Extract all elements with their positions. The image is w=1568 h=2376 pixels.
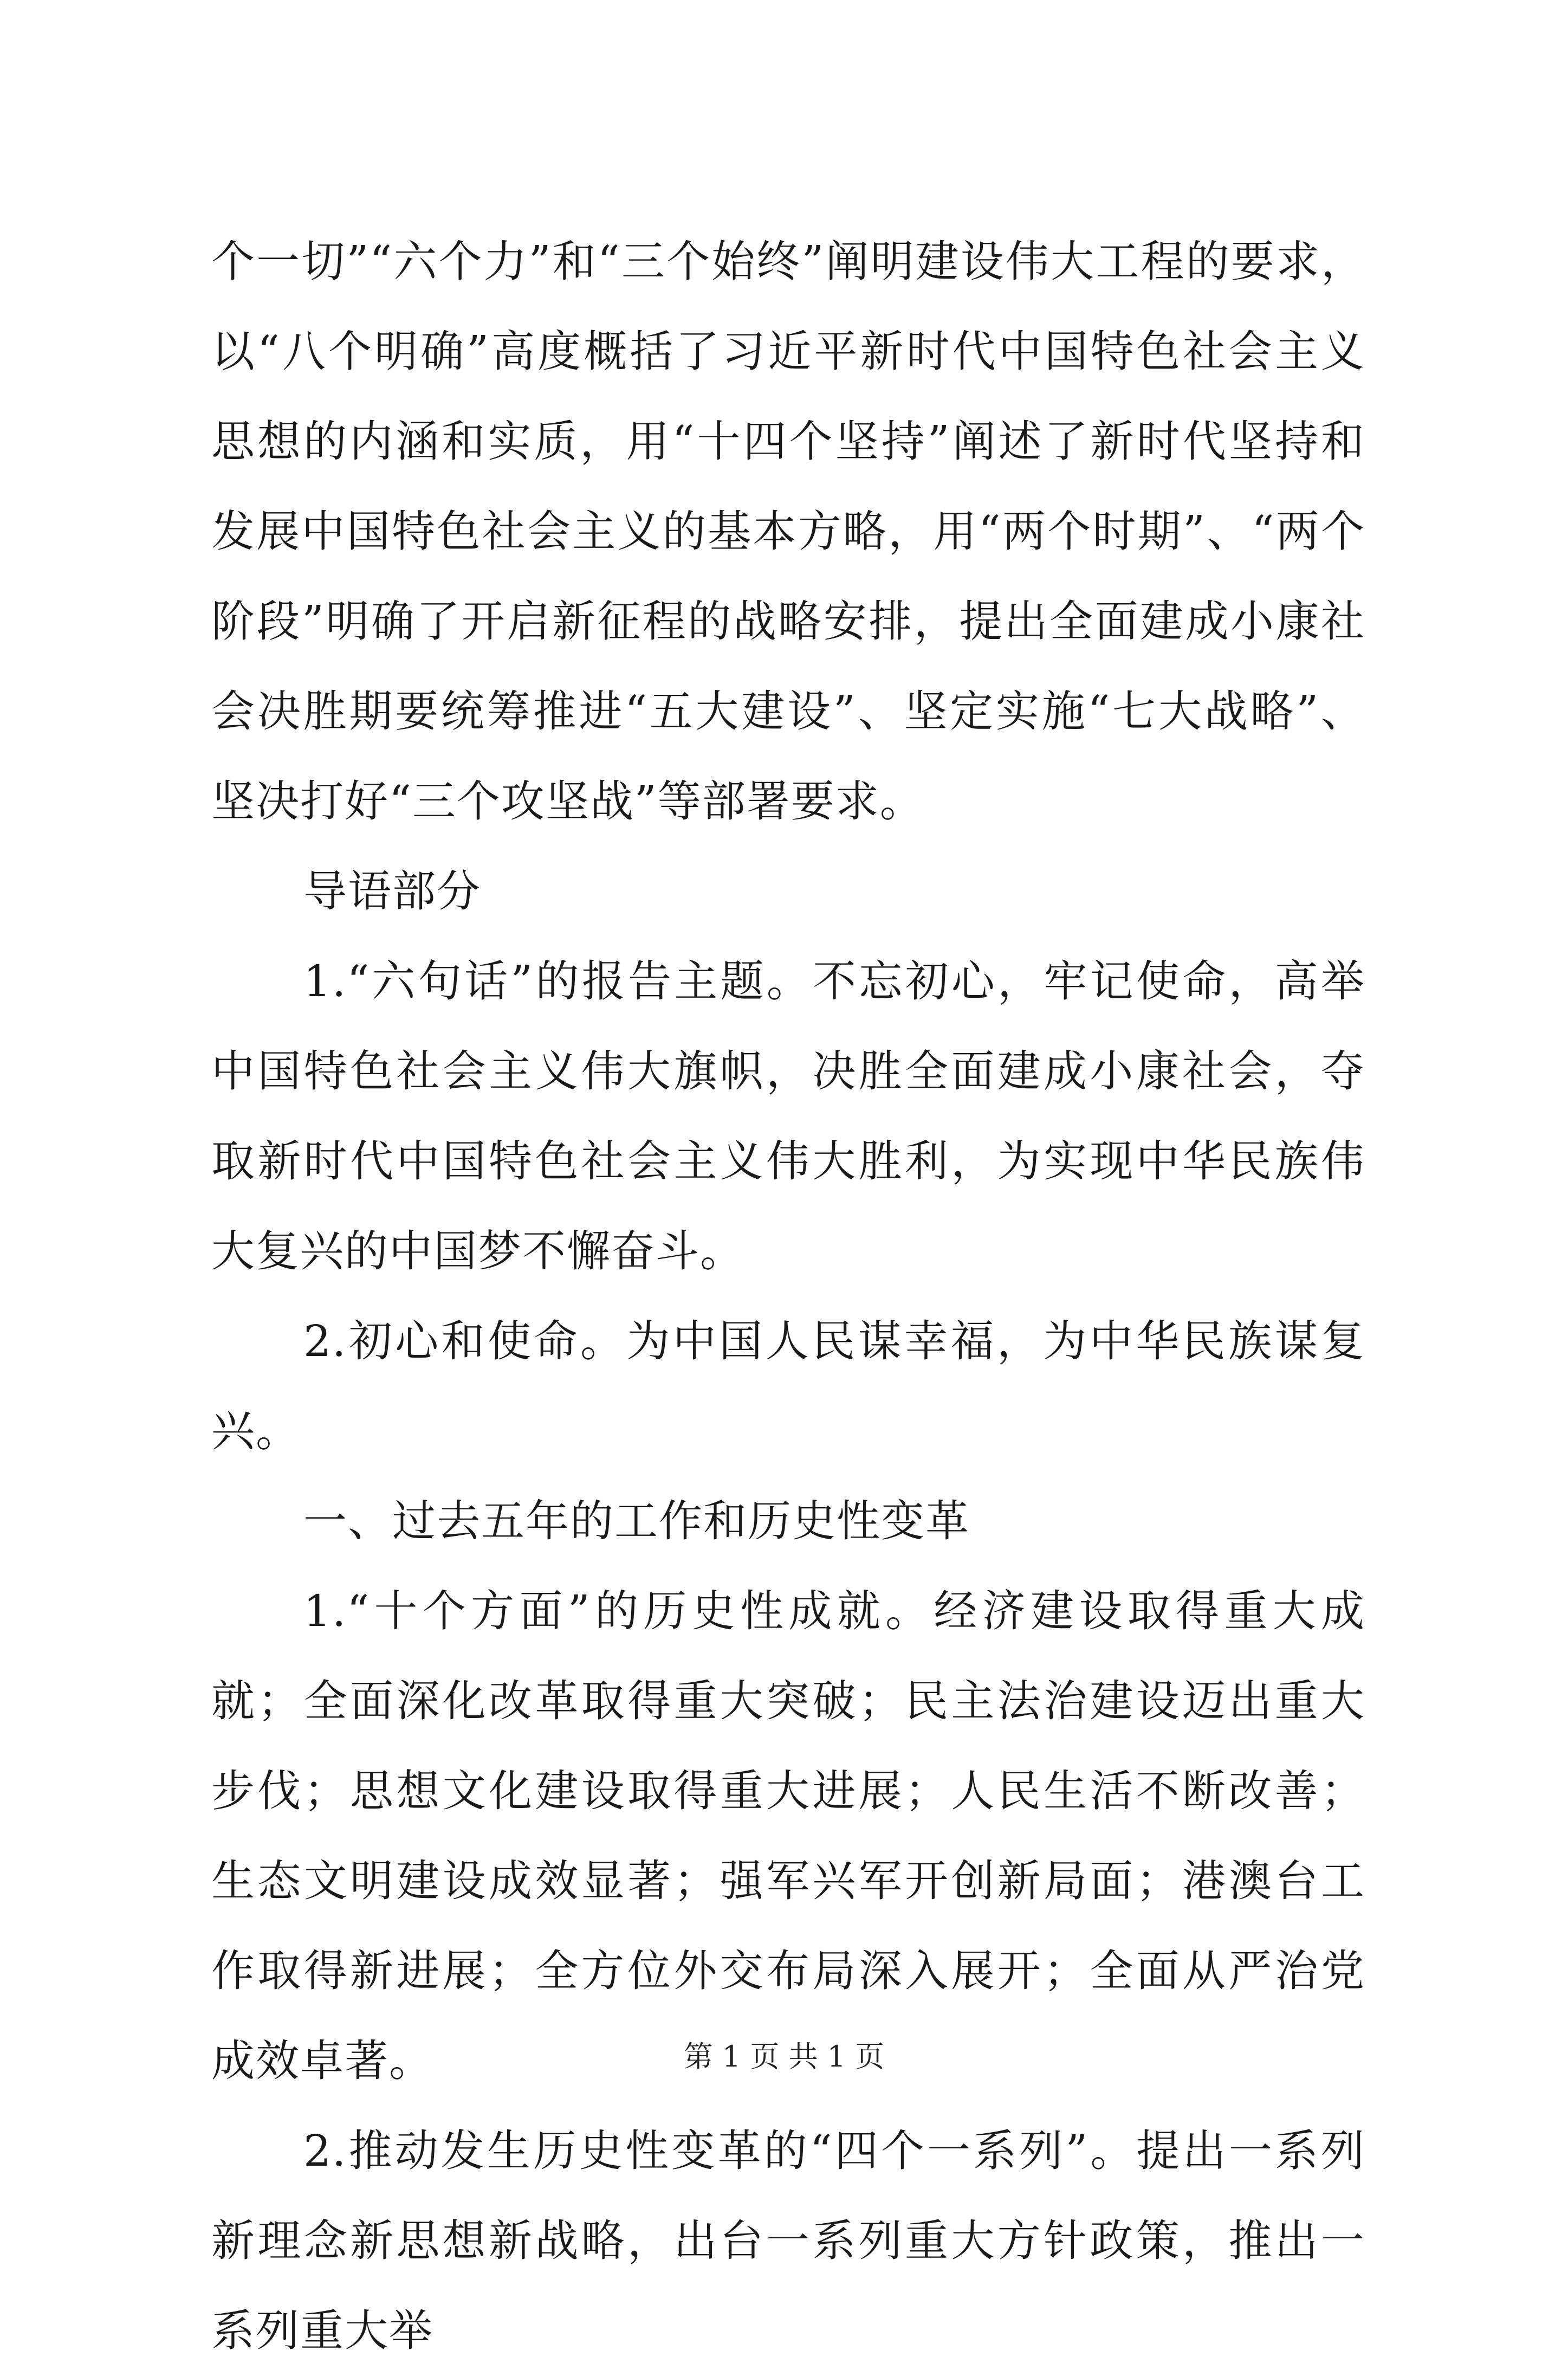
section-heading-intro: 导语部分	[303, 866, 481, 916]
section-heading-past-five-years: 一、过去五年的工作和历史性变革	[303, 1496, 970, 1546]
paragraph-four-series: 2.推动发生历史性变革的“四个一系列”。提出一系列新理念新思想新战略，出台一系列重大方针政策，推出一系列重大举	[211, 2126, 1365, 2356]
paragraph-achievements: 1.“十个方面”的历史性成就。经济建设取得重大成就；全面深化改革取得重大突破；民主法治建设迈出重大步伐；思想文化建设取得重大进展；人民生活不断改善；生态文明建设成效显著；强军兴军开创新局面；港澳台工作取得新进展；全方位外交布局深入展开；全面从严治党成效卓著。	[211, 1586, 1365, 2086]
page-footer: 第 1 页 共 1 页	[683, 2039, 885, 2074]
paragraph-continuation: 个一切”“六个力”和“三个始终”阐明建设伟大工程的要求，以“八个明确”高度概括了习近平新时代中国特色社会主义思想的内涵和实质，用“十四个坚持”阐述了新时代坚持和发展中国特色社会主义的基本方略，用“两个时期”、“两个阶段”明确了开启新征程的战略安排，提出全面建成小康社会决胜期要统筹推进“五大建设”、坚定实施“七大战略”、坚决打好“三个攻坚战”等部署要求。	[211, 236, 1365, 827]
paragraph-mission: 2.初心和使命。为中国人民谋幸福，为中华民族谋复兴。	[211, 1316, 1365, 1456]
paragraph-report-theme: 1.“六句话”的报告主题。不忘初心，牢记使命，高举中国特色社会主义伟大旗帜，决胜全面建成小康社会，夺取新时代中国特色社会主义伟大胜利，为实现中华民族伟大复兴的中国梦不懈奋斗。	[211, 956, 1365, 1276]
